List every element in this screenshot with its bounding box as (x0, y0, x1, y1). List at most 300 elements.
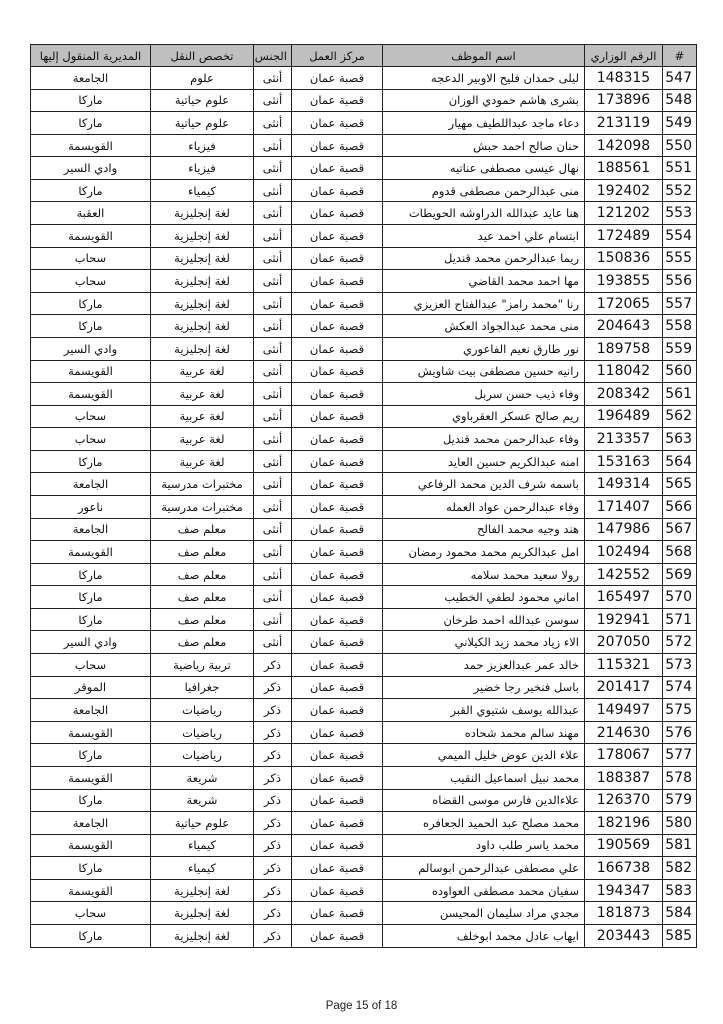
target-directorate: ماركا (31, 292, 151, 315)
header-employee-name: اسم الموظف (383, 45, 585, 67)
ministry-id: 165497 (585, 586, 663, 609)
work-center: قصبة عمان (292, 495, 383, 518)
ministry-id: 182196 (585, 812, 663, 835)
employee-name: ريم صالح عسكر العقرباوي (383, 405, 585, 428)
work-center: قصبة عمان (292, 179, 383, 202)
gender: أنثى (254, 563, 292, 586)
gender: أنثى (254, 157, 292, 180)
table-row (31, 450, 697, 473)
row-number: 548 (663, 89, 697, 112)
work-center: قصبة عمان (292, 586, 383, 609)
work-center: قصبة عمان (292, 270, 383, 293)
target-directorate: ماركا (31, 924, 151, 947)
gender: ذكر (254, 699, 292, 722)
row-number: 564 (663, 450, 697, 473)
table-row (31, 518, 697, 541)
table-row (31, 608, 697, 631)
ministry-id: 148315 (585, 67, 663, 90)
header-transfer-specialty: تخصص النقل (151, 45, 254, 67)
gender: أنثى (254, 428, 292, 451)
transfer-specialty: فيزياء (151, 134, 254, 157)
gender: أنثى (254, 495, 292, 518)
row-number: 577 (663, 744, 697, 767)
employee-name: مها احمد محمد القاضي (383, 270, 585, 293)
ministry-id: 188561 (585, 157, 663, 180)
table-row (31, 586, 697, 609)
transfer-specialty: فيزياء (151, 157, 254, 180)
transfer-specialty: علوم حياتية (151, 89, 254, 112)
ministry-id: 149314 (585, 473, 663, 496)
target-directorate: ناعور (31, 495, 151, 518)
transfer-specialty: معلم صف (151, 586, 254, 609)
transfer-specialty: كيمياء (151, 179, 254, 202)
transfer-specialty: لغة إنجليزية (151, 924, 254, 947)
row-number: 549 (663, 112, 697, 135)
gender: أنثى (254, 112, 292, 135)
table-row (31, 812, 697, 835)
table-row (31, 834, 697, 857)
work-center: قصبة عمان (292, 608, 383, 631)
gender: أنثى (254, 292, 292, 315)
transfer-specialty: لغة إنجليزية (151, 315, 254, 338)
row-number: 557 (663, 292, 697, 315)
target-directorate: القويسمة (31, 134, 151, 157)
work-center: قصبة عمان (292, 721, 383, 744)
ministry-id: 203443 (585, 924, 663, 947)
gender: ذكر (254, 766, 292, 789)
gender: أنثى (254, 631, 292, 654)
ministry-id: 207050 (585, 631, 663, 654)
employee-name: ليلى حمدان فليح الاوبير الدعجه (383, 67, 585, 90)
ministry-id: 193855 (585, 270, 663, 293)
target-directorate: سحاب (31, 247, 151, 270)
transfer-specialty: رياضيات (151, 721, 254, 744)
employee-name: خالد عمر عبدالعزيز حمد (383, 654, 585, 677)
target-directorate: العقبة (31, 202, 151, 225)
employee-name: رولا سعيد محمد سلامه (383, 563, 585, 586)
row-number: 585 (663, 924, 697, 947)
target-directorate: الجامعة (31, 699, 151, 722)
row-number: 568 (663, 541, 697, 564)
table-row (31, 134, 697, 157)
row-number: 566 (663, 495, 697, 518)
employee-name: وفاء عبدالرحمن محمد قنديل (383, 428, 585, 451)
ministry-id: 147986 (585, 518, 663, 541)
gender: أنثى (254, 134, 292, 157)
employee-name: دعاء ماجد عبداللطيف مهيار (383, 112, 585, 135)
row-number: 562 (663, 405, 697, 428)
transfer-specialty: لغة إنجليزية (151, 902, 254, 925)
gender: أنثى (254, 383, 292, 406)
employee-name: بشرى هاشم حمودي الوزان (383, 89, 585, 112)
row-number: 555 (663, 247, 697, 270)
employee-name: باسمه شرف الدين محمد الرفاعي (383, 473, 585, 496)
ministry-id: 126370 (585, 789, 663, 812)
table-row (31, 360, 697, 383)
transfer-specialty: تربية رياضية (151, 654, 254, 677)
table-row (31, 789, 697, 812)
ministry-id: 204643 (585, 315, 663, 338)
employee-name: امنه عبدالكريم حسين العايد (383, 450, 585, 473)
gender: أنثى (254, 586, 292, 609)
transfer-specialty: علوم حياتية (151, 812, 254, 835)
target-directorate: ماركا (31, 608, 151, 631)
ministry-id: 115321 (585, 654, 663, 677)
target-directorate: ماركا (31, 112, 151, 135)
work-center: قصبة عمان (292, 834, 383, 857)
employee-name: وفاء ذيب حسن سربل (383, 383, 585, 406)
ministry-id: 214630 (585, 721, 663, 744)
row-number: 567 (663, 518, 697, 541)
ministry-id: 181873 (585, 902, 663, 925)
target-directorate: القويسمة (31, 225, 151, 248)
row-number: 563 (663, 428, 697, 451)
row-number: 554 (663, 225, 697, 248)
table-row (31, 428, 697, 451)
row-number: 556 (663, 270, 697, 293)
work-center: قصبة عمان (292, 67, 383, 90)
table-row (31, 112, 697, 135)
target-directorate: ماركا (31, 89, 151, 112)
work-center: قصبة عمان (292, 337, 383, 360)
gender: أنثى (254, 225, 292, 248)
row-number: 561 (663, 383, 697, 406)
gender: أنثى (254, 450, 292, 473)
work-center: قصبة عمان (292, 924, 383, 947)
transfer-specialty: لغة إنجليزية (151, 270, 254, 293)
gender: أنثى (254, 315, 292, 338)
work-center: قصبة عمان (292, 89, 383, 112)
gender: أنثى (254, 202, 292, 225)
work-center: قصبة عمان (292, 812, 383, 835)
target-directorate: سحاب (31, 405, 151, 428)
table-row (31, 676, 697, 699)
header-ministry-id: الرقم الوزاري (585, 45, 663, 67)
ministry-id: 142098 (585, 134, 663, 157)
transfer-specialty: لغة عربية (151, 383, 254, 406)
ministry-id: 189758 (585, 337, 663, 360)
row-number: 552 (663, 179, 697, 202)
table-row (31, 337, 697, 360)
target-directorate: ماركا (31, 315, 151, 338)
gender: ذكر (254, 676, 292, 699)
table-row (31, 766, 697, 789)
employee-name: ابتسام علي احمد عيد (383, 225, 585, 248)
transfer-specialty: جغرافيا (151, 676, 254, 699)
row-number: 580 (663, 812, 697, 835)
table-row (31, 744, 697, 767)
gender: أنثى (254, 360, 292, 383)
header-gender: الجنس (254, 45, 292, 67)
transfer-specialty: لغة إنجليزية (151, 879, 254, 902)
ministry-id: 178067 (585, 744, 663, 767)
gender: أنثى (254, 518, 292, 541)
row-number: 565 (663, 473, 697, 496)
row-number: 579 (663, 789, 697, 812)
row-number: 576 (663, 721, 697, 744)
table-row (31, 879, 697, 902)
transfer-specialty: مختبرات مدرسية (151, 473, 254, 496)
transfer-specialty: لغة إنجليزية (151, 225, 254, 248)
employee-name: مجدي مراد سليمان المحيسن (383, 902, 585, 925)
employee-name: امل عبدالكريم محمد محمود رمضان (383, 541, 585, 564)
gender: أنثى (254, 89, 292, 112)
target-directorate: القويسمة (31, 879, 151, 902)
gender: ذكر (254, 834, 292, 857)
gender: أنثى (254, 405, 292, 428)
employee-name: حنان صالح احمد حبش (383, 134, 585, 157)
row-number: 573 (663, 654, 697, 677)
row-number: 578 (663, 766, 697, 789)
gender: ذكر (254, 857, 292, 880)
employee-name: باسل فنخير رجا خضير (383, 676, 585, 699)
work-center: قصبة عمان (292, 744, 383, 767)
target-directorate: سحاب (31, 270, 151, 293)
ministry-id: 188387 (585, 766, 663, 789)
table-header (31, 45, 697, 67)
table-row (31, 202, 697, 225)
transfer-specialty: لغة عربية (151, 450, 254, 473)
row-number: 558 (663, 315, 697, 338)
table-row (31, 563, 697, 586)
work-center: قصبة عمان (292, 541, 383, 564)
gender: ذكر (254, 902, 292, 925)
table-row (31, 405, 697, 428)
employee-name: علي مصطفى عبدالرحمن ابوسالم (383, 857, 585, 880)
table-row (31, 857, 697, 880)
transfer-specialty: لغة عربية (151, 405, 254, 428)
table-row (31, 292, 697, 315)
transfer-specialty: معلم صف (151, 541, 254, 564)
target-directorate: سحاب (31, 428, 151, 451)
target-directorate: ماركا (31, 563, 151, 586)
table-row (31, 541, 697, 564)
row-number: 582 (663, 857, 697, 880)
target-directorate: القويسمة (31, 766, 151, 789)
work-center: قصبة عمان (292, 134, 383, 157)
transfer-specialty: لغة إنجليزية (151, 202, 254, 225)
work-center: قصبة عمان (292, 450, 383, 473)
employee-name: علاءالدين فارس موسى القضاه (383, 789, 585, 812)
ministry-id: 194347 (585, 879, 663, 902)
work-center: قصبة عمان (292, 699, 383, 722)
gender: أنثى (254, 541, 292, 564)
table-row (31, 902, 697, 925)
table-row (31, 179, 697, 202)
table-row (31, 654, 697, 677)
gender: ذكر (254, 924, 292, 947)
employee-name: ايهاب عادل محمد ابوخلف (383, 924, 585, 947)
ministry-id: 172489 (585, 225, 663, 248)
target-directorate: ماركا (31, 179, 151, 202)
target-directorate: ماركا (31, 586, 151, 609)
ministry-id: 142552 (585, 563, 663, 586)
ministry-id: 171407 (585, 495, 663, 518)
work-center: قصبة عمان (292, 315, 383, 338)
employee-name: علاء الدين عوض خليل الميمي (383, 744, 585, 767)
employee-name: رنا "محمد رامز" عبدالفتاح العزيزي (383, 292, 585, 315)
target-directorate: ماركا (31, 789, 151, 812)
work-center: قصبة عمان (292, 766, 383, 789)
transfer-specialty: لغة إنجليزية (151, 292, 254, 315)
employee-name: محمد نبيل اسماعيل النقيب (383, 766, 585, 789)
gender: ذكر (254, 721, 292, 744)
gender: أنثى (254, 179, 292, 202)
target-directorate: الجامعة (31, 67, 151, 90)
header-work-center: مركز العمل (292, 45, 383, 67)
row-number: 575 (663, 699, 697, 722)
gender: ذكر (254, 879, 292, 902)
employee-name: نهال عيسى مصطفى عناتيه (383, 157, 585, 180)
transfer-specialty: رياضيات (151, 699, 254, 722)
employee-name: الاء زياد محمد زيد الكيلاني (383, 631, 585, 654)
row-number: 551 (663, 157, 697, 180)
transfer-specialty: كيمياء (151, 834, 254, 857)
row-number: 581 (663, 834, 697, 857)
transfer-specialty: رياضيات (151, 744, 254, 767)
gender: ذكر (254, 812, 292, 835)
target-directorate: القويسمة (31, 383, 151, 406)
table-row (31, 631, 697, 654)
ministry-id: 166738 (585, 857, 663, 880)
ministry-id: 102494 (585, 541, 663, 564)
transfer-specialty: لغة إنجليزية (151, 337, 254, 360)
row-number: 560 (663, 360, 697, 383)
target-directorate: القويسمة (31, 541, 151, 564)
ministry-id: 150836 (585, 247, 663, 270)
work-center: قصبة عمان (292, 563, 383, 586)
table-row (31, 89, 697, 112)
row-number: 574 (663, 676, 697, 699)
transfer-specialty: مختبرات مدرسية (151, 495, 254, 518)
row-number: 572 (663, 631, 697, 654)
employee-name: منى عبدالرحمن مصطفى قدوم (383, 179, 585, 202)
employee-name: هنا عايد عبدالله الدراوشه الحويطات (383, 202, 585, 225)
table-row (31, 473, 697, 496)
transfer-specialty: شريعة (151, 766, 254, 789)
row-number: 553 (663, 202, 697, 225)
employee-name: محمد ياسر طلب داود (383, 834, 585, 857)
target-directorate: سحاب (31, 902, 151, 925)
target-directorate: ماركا (31, 857, 151, 880)
header-target-directorate: المديرية المنقول إليها (31, 45, 151, 67)
row-number: 559 (663, 337, 697, 360)
work-center: قصبة عمان (292, 360, 383, 383)
employee-name: ريما عبدالرحمن محمد قنديل (383, 247, 585, 270)
transfer-specialty: شريعة (151, 789, 254, 812)
row-number: 550 (663, 134, 697, 157)
transfer-specialty: معلم صف (151, 631, 254, 654)
target-directorate: الجامعة (31, 812, 151, 835)
work-center: قصبة عمان (292, 292, 383, 315)
gender: ذكر (254, 744, 292, 767)
transfer-specialty: لغة عربية (151, 360, 254, 383)
table-row (31, 67, 697, 90)
employees-table (30, 44, 697, 948)
work-center: قصبة عمان (292, 202, 383, 225)
work-center: قصبة عمان (292, 383, 383, 406)
transfer-specialty: علوم (151, 67, 254, 90)
table-row (31, 270, 697, 293)
employee-name: عبدالله يوسف شتيوي القبر (383, 699, 585, 722)
work-center: قصبة عمان (292, 789, 383, 812)
table-row (31, 495, 697, 518)
work-center: قصبة عمان (292, 902, 383, 925)
work-center: قصبة عمان (292, 428, 383, 451)
ministry-id: 153163 (585, 450, 663, 473)
gender: أنثى (254, 67, 292, 90)
work-center: قصبة عمان (292, 631, 383, 654)
gender: ذكر (254, 654, 292, 677)
gender: أنثى (254, 270, 292, 293)
target-directorate: ماركا (31, 450, 151, 473)
transfer-specialty: لغة عربية (151, 428, 254, 451)
employee-name: محمد مصلح عبد الحميد الجعافره (383, 812, 585, 835)
employee-name: سوسن عبدالله احمد طرخان (383, 608, 585, 631)
work-center: قصبة عمان (292, 473, 383, 496)
work-center: قصبة عمان (292, 518, 383, 541)
work-center: قصبة عمان (292, 857, 383, 880)
header-row (31, 45, 697, 67)
table-row (31, 699, 697, 722)
target-directorate: الجامعة (31, 518, 151, 541)
employee-name: سفيان محمد مصطفى العواوده (383, 879, 585, 902)
target-directorate: وادي السير (31, 337, 151, 360)
row-number: 569 (663, 563, 697, 586)
employee-name: رانيه حسين مصطفى بيت شاويش (383, 360, 585, 383)
ministry-id: 149497 (585, 699, 663, 722)
row-number: 584 (663, 902, 697, 925)
ministry-id: 213119 (585, 112, 663, 135)
target-directorate: القويسمة (31, 360, 151, 383)
work-center: قصبة عمان (292, 247, 383, 270)
gender: أنثى (254, 247, 292, 270)
ministry-id: 118042 (585, 360, 663, 383)
table-row (31, 157, 697, 180)
ministry-id: 190569 (585, 834, 663, 857)
row-number: 583 (663, 879, 697, 902)
work-center: قصبة عمان (292, 879, 383, 902)
target-directorate: الجامعة (31, 473, 151, 496)
ministry-id: 201417 (585, 676, 663, 699)
row-number: 571 (663, 608, 697, 631)
employee-name: هند وجيه محمد الفالح (383, 518, 585, 541)
transfer-specialty: معلم صف (151, 608, 254, 631)
employee-name: منى محمد عبدالجواد العكش (383, 315, 585, 338)
gender: أنثى (254, 608, 292, 631)
table-row (31, 721, 697, 744)
ministry-id: 173896 (585, 89, 663, 112)
header-num: # (663, 45, 697, 67)
ministry-id: 192402 (585, 179, 663, 202)
target-directorate: القويسمة (31, 721, 151, 744)
transfer-specialty: معلم صف (151, 518, 254, 541)
target-directorate: القويسمة (31, 834, 151, 857)
transfer-specialty: علوم حياتية (151, 112, 254, 135)
row-number: 570 (663, 586, 697, 609)
ministry-id: 172065 (585, 292, 663, 315)
target-directorate: وادي السير (31, 631, 151, 654)
ministry-id: 192941 (585, 608, 663, 631)
ministry-id: 208342 (585, 383, 663, 406)
transfer-specialty: لغة إنجليزية (151, 247, 254, 270)
target-directorate: سحاب (31, 654, 151, 677)
table-body (31, 67, 697, 948)
transfer-specialty: كيمياء (151, 857, 254, 880)
work-center: قصبة عمان (292, 112, 383, 135)
page-number: Page 15 of 18 (325, 1000, 398, 1012)
target-directorate: ماركا (31, 744, 151, 767)
